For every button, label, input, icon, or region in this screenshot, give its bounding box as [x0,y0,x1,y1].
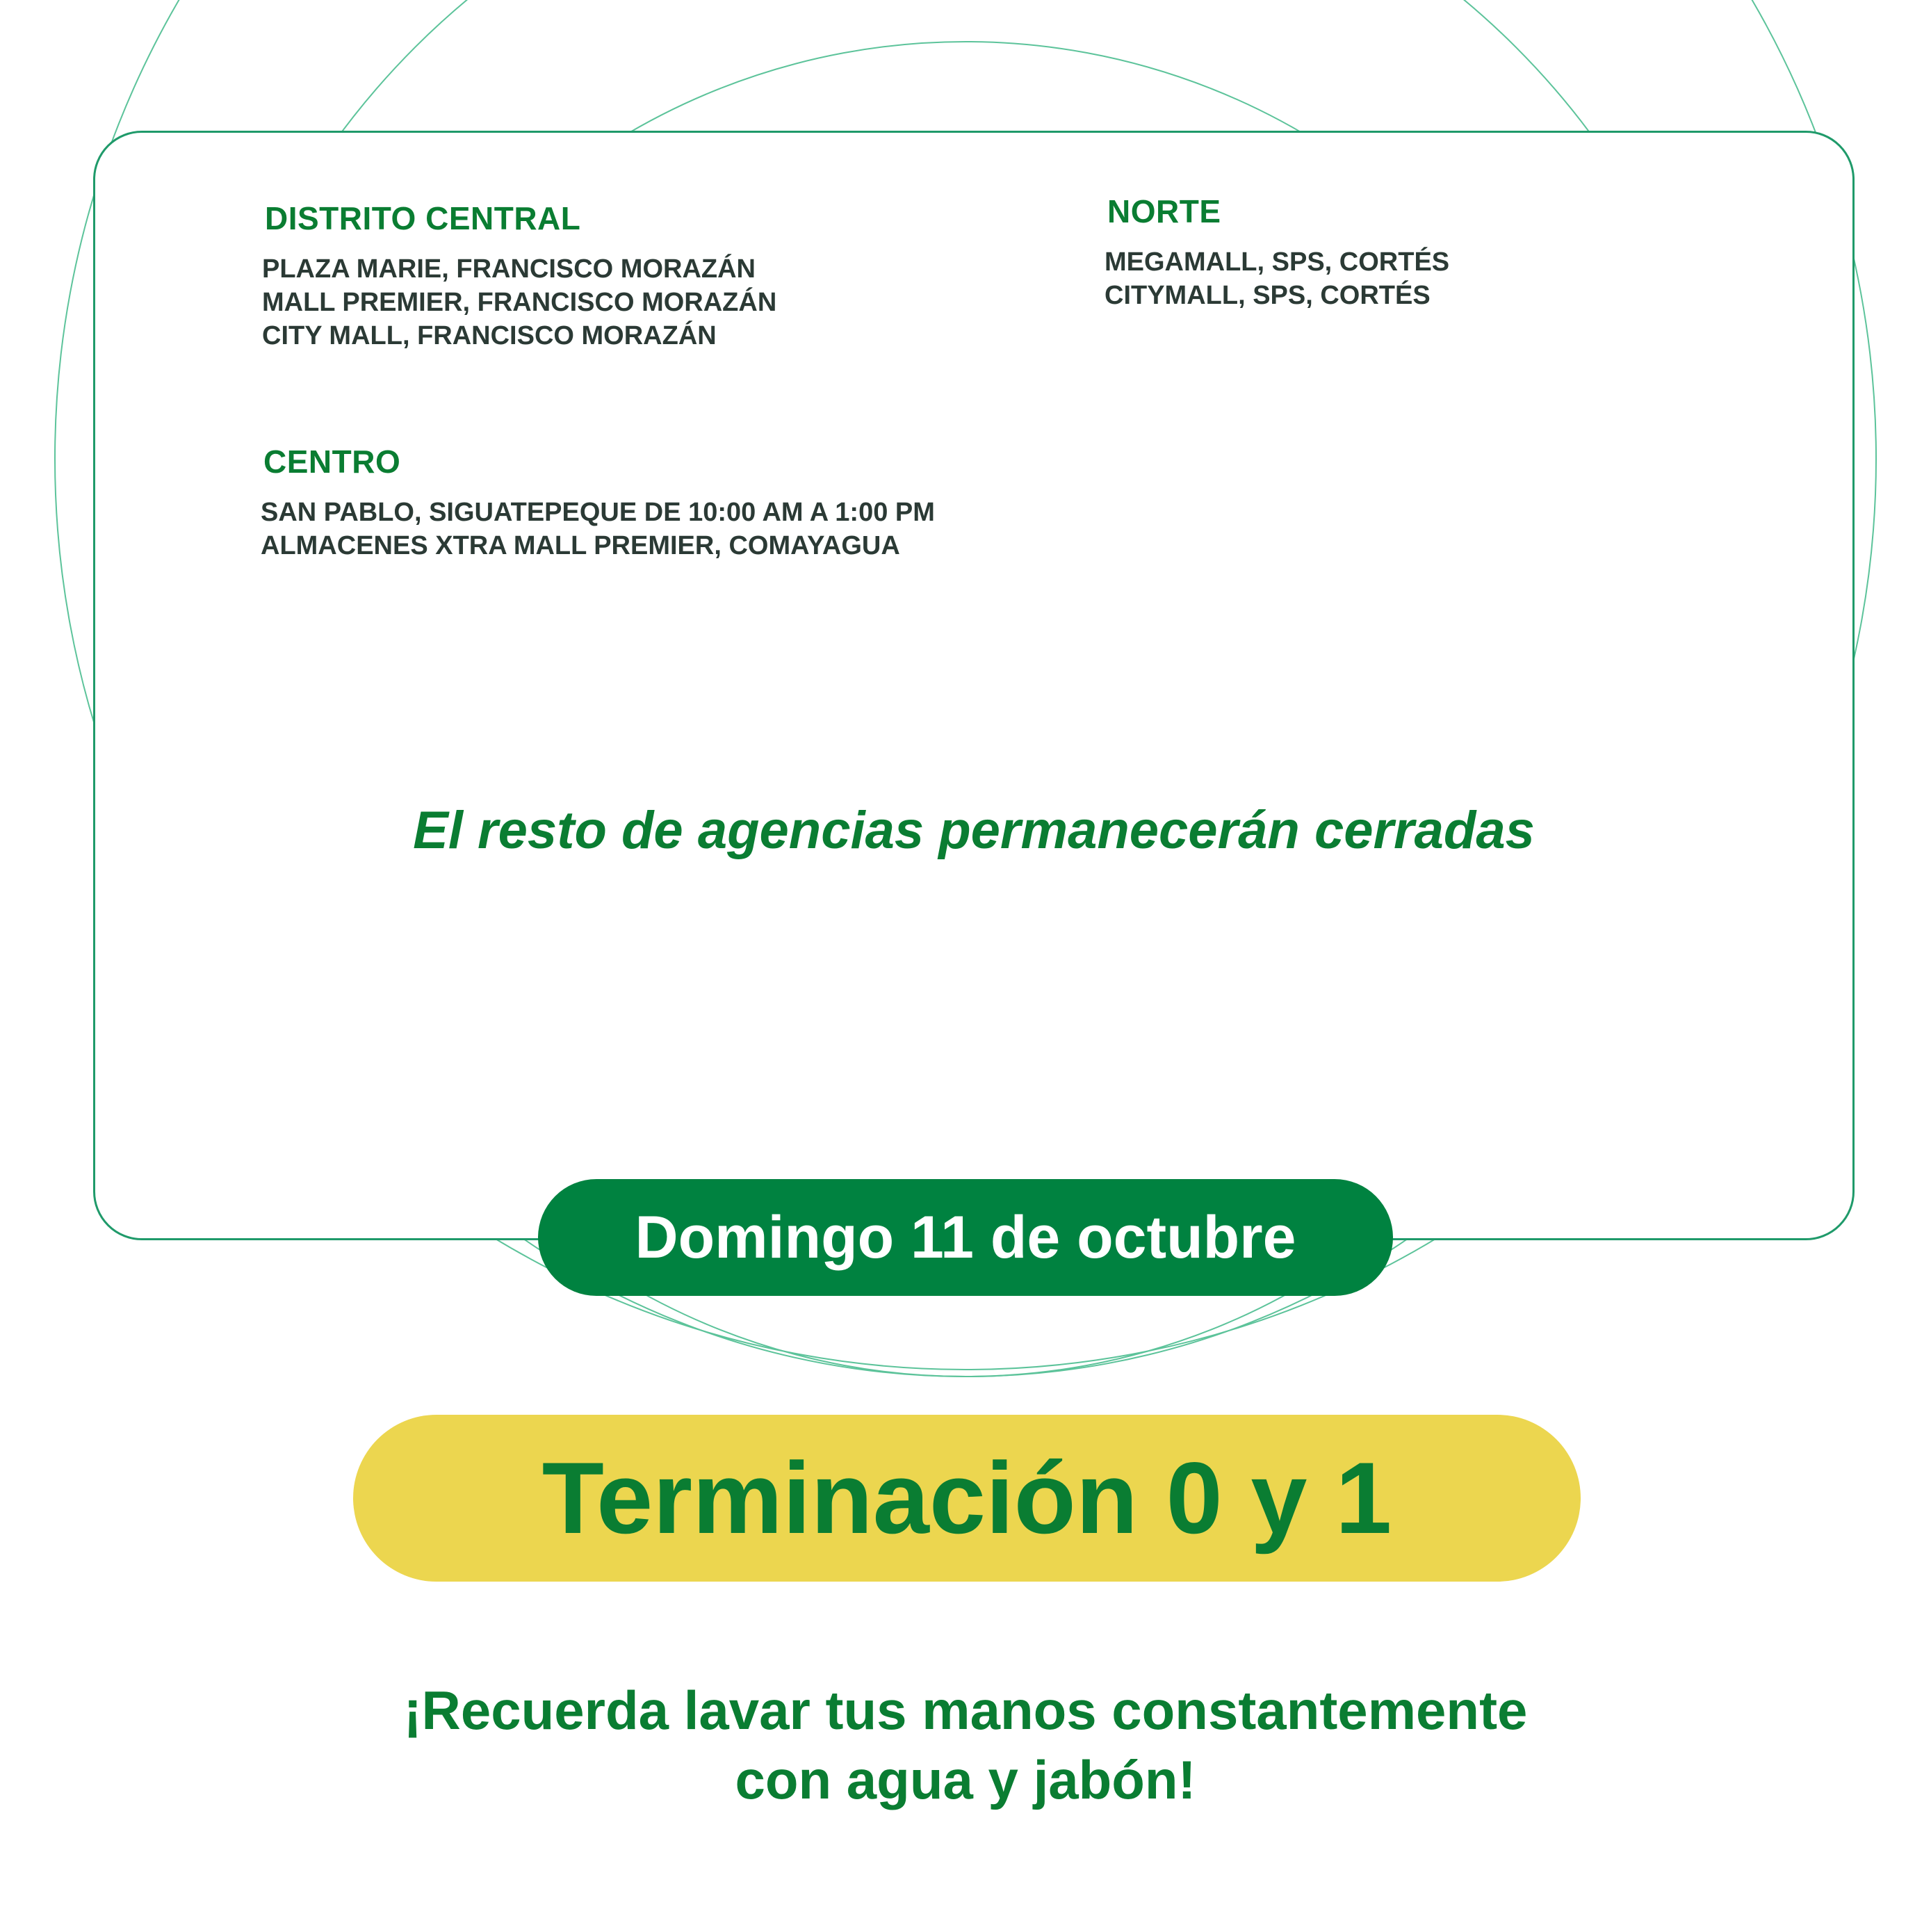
agency-item: CITYMALL, SPS, CORTÉS [1105,281,1431,310]
region-norte [1105,195,1449,312]
agency-item: SAN PABLO, SIGUATEPEQUE DE 10:00 AM A 1:00 PM [261,498,935,527]
agency-item: MEGAMALL, SPS, CORTÉS [1105,247,1450,277]
reminder-line-1: ¡Recuerda lavar tus manos constantemente [403,1680,1528,1741]
agency-list [261,496,935,562]
agency-item: PLAZA MARIE, FRANCISCO MORAZÁN [262,254,756,284]
region-title: NORTE [1107,193,1221,229]
region-distrito-central [262,202,776,352]
agency-item: CITY MALL, FRANCISCO MORAZÁN [262,321,717,350]
termination-badge: Terminación 0 y 1 [353,1415,1581,1582]
hand-washing-reminder [0,1675,1931,1815]
closed-agencies-note: El resto de agencias permanecerán cerradas [413,801,1535,860]
region-title: DISTRITO CENTRAL [265,200,581,236]
agency-item: MALL PREMIER, FRANCISCO MORAZÁN [262,288,777,317]
date-badge: Domingo 11 de octubre [538,1179,1393,1296]
agency-list [1105,245,1449,312]
agency-list [262,252,776,352]
reminder-line-2: con agua y jabón! [735,1749,1196,1810]
agencies-card [93,131,1855,1240]
region-centro [261,446,935,562]
agency-item: ALMACENES XTRA MALL PREMIER, COMAYAGUA [261,531,900,560]
region-title: CENTRO [263,444,401,480]
